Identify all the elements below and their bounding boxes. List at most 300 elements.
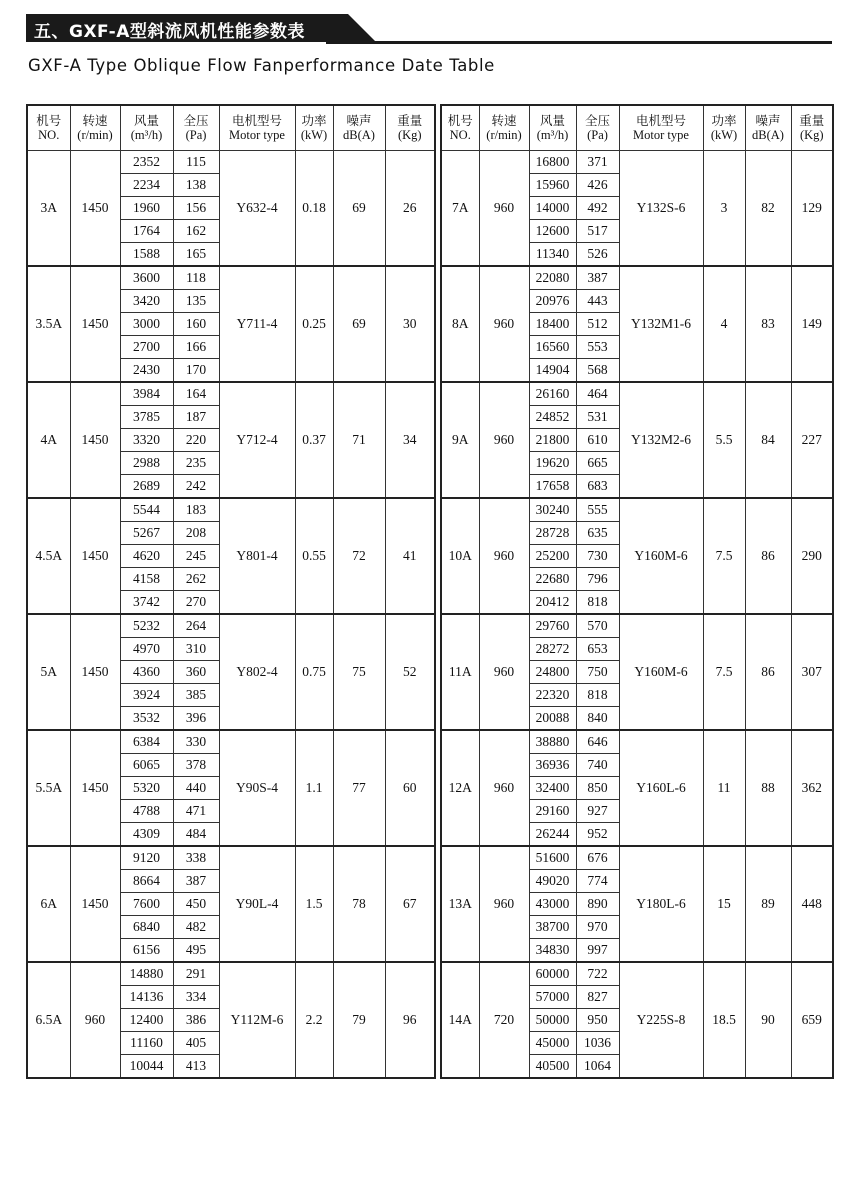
power-cell: 4 [703,266,745,382]
motor-type-cell: Y132M1-6 [619,266,703,382]
pressure-cell: 220 [173,429,219,452]
pressure-cell: 440 [173,777,219,800]
noise-cell: 77 [333,730,385,846]
airflow-cell: 51600 [529,846,576,870]
airflow-cell: 32400 [529,777,576,800]
title-rule [326,41,832,44]
power-cell: 0.37 [295,382,333,498]
performance-table-left [26,104,436,1079]
header-label-en: (r/min) [486,128,522,142]
airflow-cell: 22680 [529,568,576,591]
weight-cell: 129 [791,151,833,267]
pressure-cell: 115 [173,151,219,174]
power-cell: 0.25 [295,266,333,382]
pressure-cell: 405 [173,1032,219,1055]
airflow-cell: 4788 [120,800,173,823]
airflow-cell: 24852 [529,406,576,429]
fan-no-cell: 7A [441,151,479,267]
pressure-cell: 553 [576,336,619,359]
header-cell [791,105,833,151]
pressure-cell: 464 [576,382,619,406]
pressure-cell: 162 [173,220,219,243]
table-row [27,962,435,986]
airflow-cell: 17658 [529,475,576,499]
page-title: 五、GXF-A型斜流风机性能参数表 [34,22,305,42]
airflow-cell: 34830 [529,939,576,963]
table-row [27,151,435,174]
pressure-cell: 242 [173,475,219,499]
fan-no-cell: 3A [27,151,70,267]
pressure-cell: 512 [576,313,619,336]
noise-cell: 75 [333,614,385,730]
table-row [27,846,435,870]
speed-cell: 960 [479,498,529,614]
airflow-cell: 20976 [529,290,576,313]
airflow-cell: 3600 [120,266,173,290]
pressure-cell: 610 [576,429,619,452]
airflow-cell: 3532 [120,707,173,731]
pressure-cell: 927 [576,800,619,823]
noise-cell: 72 [333,498,385,614]
pressure-cell: 950 [576,1009,619,1032]
airflow-cell: 9120 [120,846,173,870]
fan-no-cell: 5A [27,614,70,730]
header-cell [385,105,435,151]
pressure-cell: 730 [576,545,619,568]
airflow-cell: 3742 [120,591,173,615]
airflow-cell: 5320 [120,777,173,800]
pressure-cell: 450 [173,893,219,916]
speed-cell: 960 [479,382,529,498]
header-label-en: Motor type [633,128,689,142]
speed-cell: 1450 [70,498,120,614]
weight-cell: 96 [385,962,435,1078]
power-cell: 7.5 [703,614,745,730]
pressure-cell: 653 [576,638,619,661]
airflow-cell: 16560 [529,336,576,359]
table-row [441,846,833,870]
airflow-cell: 21800 [529,429,576,452]
header-label-en: dB(A) [343,128,375,142]
weight-cell: 34 [385,382,435,498]
airflow-cell: 2352 [120,151,173,174]
header-label-en: (Pa) [587,128,608,142]
header-cell [27,105,70,151]
motor-type-cell: Y711-4 [219,266,295,382]
motor-type-cell: Y160M-6 [619,614,703,730]
fan-no-cell: 6.5A [27,962,70,1078]
power-cell: 1.5 [295,846,333,962]
pressure-cell: 135 [173,290,219,313]
header-label-zh: 风量 [133,113,159,128]
page-subtitle: GXF-A Type Oblique Flow Fanperformance Date Table [28,56,495,75]
airflow-cell: 30240 [529,498,576,522]
airflow-cell: 1764 [120,220,173,243]
weight-cell: 26 [385,151,435,267]
motor-type-cell: Y160L-6 [619,730,703,846]
pressure-cell: 360 [173,661,219,684]
pressure-cell: 183 [173,498,219,522]
airflow-cell: 3320 [120,429,173,452]
airflow-cell: 10044 [120,1055,173,1079]
airflow-cell: 5232 [120,614,173,638]
header-cell [745,105,791,151]
airflow-cell: 6156 [120,939,173,963]
pressure-cell: 118 [173,266,219,290]
speed-cell: 1450 [70,730,120,846]
airflow-cell: 1588 [120,243,173,267]
fan-no-cell: 9A [441,382,479,498]
motor-type-cell: Y112M-6 [219,962,295,1078]
pressure-cell: 165 [173,243,219,267]
airflow-cell: 28728 [529,522,576,545]
header-label-zh: 噪声 [755,113,781,128]
pressure-cell: 170 [173,359,219,383]
weight-cell: 448 [791,846,833,962]
motor-type-cell: Y712-4 [219,382,295,498]
speed-cell: 720 [479,962,529,1078]
header-label-en: (kW) [710,128,738,142]
noise-cell: 86 [745,498,791,614]
pressure-cell: 385 [173,684,219,707]
noise-cell: 78 [333,846,385,962]
performance-table-right [440,104,834,1079]
header-label-en: (r/min) [77,128,113,142]
airflow-cell: 43000 [529,893,576,916]
pressure-cell: 160 [173,313,219,336]
header-label-zh: 重量 [397,113,423,128]
fan-no-cell: 3.5A [27,266,70,382]
airflow-cell: 20088 [529,707,576,731]
header-label-zh: 功率 [301,113,327,128]
pressure-cell: 371 [576,151,619,174]
airflow-cell: 3000 [120,313,173,336]
airflow-cell: 19620 [529,452,576,475]
table-row [441,382,833,406]
speed-cell: 1450 [70,151,120,267]
weight-cell: 52 [385,614,435,730]
noise-cell: 88 [745,730,791,846]
airflow-cell: 12400 [120,1009,173,1032]
noise-cell: 90 [745,962,791,1078]
airflow-cell: 22320 [529,684,576,707]
motor-type-cell: Y801-4 [219,498,295,614]
pressure-cell: 396 [173,707,219,731]
power-cell: 0.75 [295,614,333,730]
motor-type-cell: Y225S-8 [619,962,703,1078]
header-label-en: (Pa) [185,128,207,142]
weight-cell: 307 [791,614,833,730]
speed-cell: 1450 [70,382,120,498]
table-row [27,730,435,754]
table-row [441,962,833,986]
header-label-en: (kW) [300,128,328,142]
pressure-cell: 264 [173,614,219,638]
airflow-cell: 4970 [120,638,173,661]
airflow-cell: 29760 [529,614,576,638]
motor-type-cell: Y160M-6 [619,498,703,614]
airflow-cell: 3924 [120,684,173,707]
header-cell [333,105,385,151]
airflow-cell: 14904 [529,359,576,383]
airflow-cell: 45000 [529,1032,576,1055]
pressure-cell: 245 [173,545,219,568]
header-cell [703,105,745,151]
header-label-zh: 风量 [539,113,565,128]
pressure-cell: 1036 [576,1032,619,1055]
header-cell [173,105,219,151]
pressure-cell: 665 [576,452,619,475]
fan-no-cell: 4.5A [27,498,70,614]
fan-no-cell: 4A [27,382,70,498]
pressure-cell: 850 [576,777,619,800]
header-label-en: (m³/h) [130,128,163,142]
motor-type-cell: Y632-4 [219,151,295,267]
pressure-cell: 997 [576,939,619,963]
airflow-cell: 1960 [120,197,173,220]
header-cell [441,105,479,151]
noise-cell: 71 [333,382,385,498]
pressure-cell: 378 [173,754,219,777]
airflow-cell: 3984 [120,382,173,406]
pressure-cell: 890 [576,893,619,916]
airflow-cell: 25200 [529,545,576,568]
weight-cell: 60 [385,730,435,846]
noise-cell: 79 [333,962,385,1078]
pressure-cell: 492 [576,197,619,220]
noise-cell: 83 [745,266,791,382]
pressure-cell: 164 [173,382,219,406]
header-cell [295,105,333,151]
airflow-cell: 29160 [529,800,576,823]
header-label-en: Motor type [229,128,285,142]
table-header-row [27,105,435,151]
power-cell: 2.2 [295,962,333,1078]
airflow-cell: 7600 [120,893,173,916]
pressure-cell: 526 [576,243,619,267]
pressure-cell: 166 [173,336,219,359]
header-label-zh: 转速 [82,113,108,128]
airflow-cell: 26244 [529,823,576,847]
table-row [27,614,435,638]
airflow-cell: 8664 [120,870,173,893]
header-label-zh: 机号 [36,113,62,128]
header-cell [576,105,619,151]
motor-type-cell: Y90S-4 [219,730,295,846]
airflow-cell: 2700 [120,336,173,359]
airflow-cell: 50000 [529,1009,576,1032]
weight-cell: 290 [791,498,833,614]
header-label-en: (m³/h) [536,128,569,142]
header-label-zh: 转速 [491,113,517,128]
speed-cell: 960 [479,730,529,846]
airflow-cell: 11340 [529,243,576,267]
header-cell [219,105,295,151]
pressure-cell: 774 [576,870,619,893]
noise-cell: 89 [745,846,791,962]
airflow-cell: 2689 [120,475,173,499]
airflow-cell: 26160 [529,382,576,406]
table-header-row [441,105,833,151]
pressure-cell: 484 [173,823,219,847]
header-label-en: (Kg) [799,128,824,142]
airflow-cell: 18400 [529,313,576,336]
title-bar [26,14,832,46]
power-cell: 3 [703,151,745,267]
header-cell [619,105,703,151]
airflow-cell: 49020 [529,870,576,893]
airflow-cell: 14880 [120,962,173,986]
airflow-cell: 4309 [120,823,173,847]
power-cell: 1.1 [295,730,333,846]
airflow-cell: 2988 [120,452,173,475]
fan-no-cell: 5.5A [27,730,70,846]
pressure-cell: 818 [576,684,619,707]
table-row [27,266,435,290]
table-row [441,151,833,174]
pressure-cell: 270 [173,591,219,615]
power-cell: 5.5 [703,382,745,498]
airflow-cell: 14136 [120,986,173,1009]
pressure-cell: 310 [173,638,219,661]
header-label-zh: 噪声 [346,113,372,128]
speed-cell: 1450 [70,846,120,962]
power-cell: 0.18 [295,151,333,267]
pressure-cell: 387 [576,266,619,290]
table-row [27,498,435,522]
weight-cell: 149 [791,266,833,382]
motor-type-cell: Y180L-6 [619,846,703,962]
airflow-cell: 2430 [120,359,173,383]
header-label-zh: 电机型号 [635,113,686,128]
pressure-cell: 740 [576,754,619,777]
header-label-zh: 机号 [447,113,473,128]
airflow-cell: 2234 [120,174,173,197]
airflow-cell: 36936 [529,754,576,777]
weight-cell: 659 [791,962,833,1078]
table-row [441,498,833,522]
pressure-cell: 262 [173,568,219,591]
pressure-cell: 1064 [576,1055,619,1079]
weight-cell: 67 [385,846,435,962]
airflow-cell: 5267 [120,522,173,545]
pressure-cell: 722 [576,962,619,986]
table-row [27,382,435,406]
header-label-en: dB(A) [752,128,784,142]
speed-cell: 1450 [70,614,120,730]
pressure-cell: 750 [576,661,619,684]
header-label-zh: 功率 [711,113,737,128]
pressure-cell: 482 [173,916,219,939]
header-cell [529,105,576,151]
power-cell: 15 [703,846,745,962]
header-label-zh: 重量 [799,113,825,128]
airflow-cell: 22080 [529,266,576,290]
pressure-cell: 818 [576,591,619,615]
airflow-cell: 57000 [529,986,576,1009]
pressure-cell: 495 [173,939,219,963]
pressure-cell: 187 [173,406,219,429]
header-label-en: NO. [38,128,60,142]
pressure-cell: 443 [576,290,619,313]
pressure-cell: 156 [173,197,219,220]
airflow-cell: 4158 [120,568,173,591]
weight-cell: 362 [791,730,833,846]
fan-no-cell: 12A [441,730,479,846]
speed-cell: 960 [479,151,529,267]
airflow-cell: 4360 [120,661,173,684]
motor-type-cell: Y132S-6 [619,151,703,267]
noise-cell: 86 [745,614,791,730]
pressure-cell: 970 [576,916,619,939]
airflow-cell: 38700 [529,916,576,939]
airflow-cell: 11160 [120,1032,173,1055]
airflow-cell: 14000 [529,197,576,220]
airflow-cell: 6840 [120,916,173,939]
airflow-cell: 6065 [120,754,173,777]
speed-cell: 960 [479,266,529,382]
motor-type-cell: Y90L-4 [219,846,295,962]
pressure-cell: 646 [576,730,619,754]
pressure-cell: 208 [173,522,219,545]
airflow-cell: 16800 [529,151,576,174]
pressure-cell: 952 [576,823,619,847]
airflow-cell: 15960 [529,174,576,197]
airflow-cell: 40500 [529,1055,576,1079]
table-row [441,730,833,754]
header-label-zh: 全压 [584,113,610,128]
speed-cell: 960 [70,962,120,1078]
noise-cell: 69 [333,266,385,382]
pressure-cell: 471 [173,800,219,823]
fan-no-cell: 11A [441,614,479,730]
pressure-cell: 635 [576,522,619,545]
header-cell [479,105,529,151]
noise-cell: 82 [745,151,791,267]
header-label-en: (Kg) [397,128,422,142]
table-row [441,266,833,290]
pressure-cell: 555 [576,498,619,522]
pressure-cell: 840 [576,707,619,731]
header-cell [120,105,173,151]
fan-no-cell: 10A [441,498,479,614]
pressure-cell: 676 [576,846,619,870]
airflow-cell: 38880 [529,730,576,754]
pressure-cell: 426 [576,174,619,197]
table-row [441,614,833,638]
pressure-cell: 138 [173,174,219,197]
pressure-cell: 386 [173,1009,219,1032]
pressure-cell: 683 [576,475,619,499]
motor-type-cell: Y132M2-6 [619,382,703,498]
pressure-cell: 330 [173,730,219,754]
pressure-cell: 517 [576,220,619,243]
airflow-cell: 28272 [529,638,576,661]
airflow-cell: 60000 [529,962,576,986]
fan-no-cell: 13A [441,846,479,962]
airflow-cell: 4620 [120,545,173,568]
power-cell: 7.5 [703,498,745,614]
airflow-cell: 6384 [120,730,173,754]
pressure-cell: 334 [173,986,219,1009]
fan-no-cell: 6A [27,846,70,962]
power-cell: 18.5 [703,962,745,1078]
speed-cell: 1450 [70,266,120,382]
pressure-cell: 291 [173,962,219,986]
pressure-cell: 413 [173,1055,219,1079]
airflow-cell: 20412 [529,591,576,615]
noise-cell: 84 [745,382,791,498]
